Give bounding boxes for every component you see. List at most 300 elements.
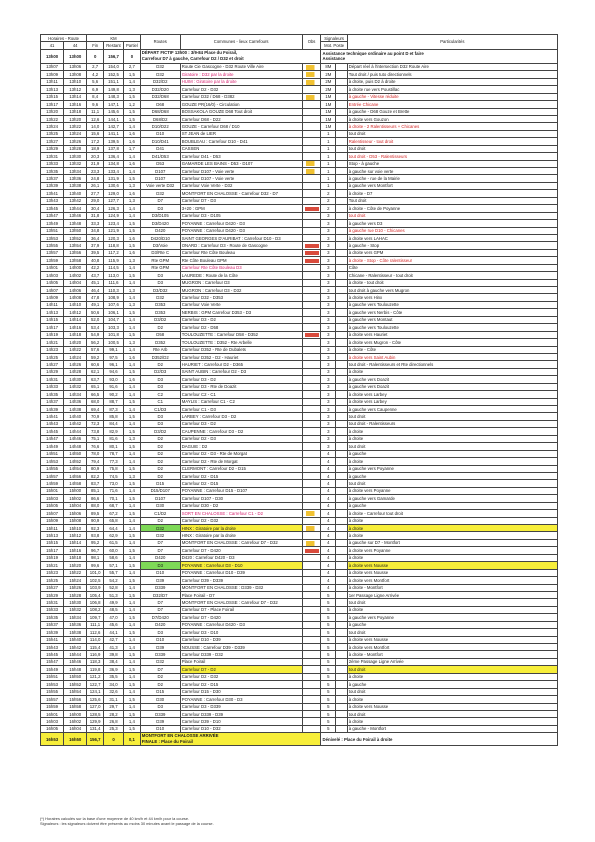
cell-km-partiel: 1,4 bbox=[123, 673, 140, 680]
cell-commune: POYANNE : Carrefour D420 - D3 bbox=[180, 220, 302, 227]
cell-particularite: à gauche bbox=[347, 681, 557, 688]
cell-route: D68/D68 bbox=[140, 108, 180, 115]
cell-route: D30 bbox=[140, 696, 180, 703]
cell-poste bbox=[336, 710, 348, 717]
route-row bbox=[41, 368, 558, 375]
cell-km-partiel: 1,6 bbox=[123, 190, 140, 197]
cell-time-41: 14h45 bbox=[41, 428, 64, 435]
cell-signaleur: 3 bbox=[321, 406, 336, 413]
cell-time-41: 14h15 bbox=[41, 316, 64, 323]
cell-commune: Carrefour D41 - D53 bbox=[180, 153, 302, 160]
cell-signaleur: 4 bbox=[321, 569, 336, 576]
route-row bbox=[41, 383, 558, 390]
cell-km-fin: 39,5 bbox=[87, 249, 104, 256]
cell-time-44: 14h24 bbox=[64, 353, 87, 360]
cell-signaleur: 4 bbox=[321, 450, 336, 457]
route-row bbox=[41, 472, 558, 479]
route-row bbox=[41, 331, 558, 338]
route-row bbox=[41, 93, 558, 100]
cell-time-41: 14h11 bbox=[41, 301, 64, 308]
cell-km-restant: 42,7 bbox=[104, 636, 124, 643]
cell-time-41: 13h07 bbox=[41, 63, 64, 70]
cell-commune: BOSSAKOLA GOUZE D68 Tout droit bbox=[180, 108, 302, 115]
cell-km-restant: 36,9 bbox=[104, 666, 124, 673]
cell-km-fin: 68,0 bbox=[87, 398, 104, 405]
cell-signaleur: 3 bbox=[321, 391, 336, 398]
cell-observation bbox=[302, 138, 321, 145]
cell-poste bbox=[336, 138, 348, 145]
cell-commune: Place Foirail - D7 bbox=[180, 591, 302, 598]
cell-poste bbox=[336, 673, 348, 680]
cell-commune: Carrefour D3 - D2 bbox=[180, 316, 302, 323]
cell-km-partiel: 1,5 bbox=[123, 331, 140, 338]
cell-signaleur: 2M bbox=[321, 86, 336, 93]
cell-signaleur: 2 bbox=[321, 197, 336, 204]
cell-km-partiel: 1,4 bbox=[123, 703, 140, 710]
cell-signaleur: 3 bbox=[321, 287, 336, 294]
cell-time-41: 15h59 bbox=[41, 703, 64, 710]
route-row bbox=[41, 168, 558, 175]
cell-time-41: 13h11 bbox=[41, 78, 64, 85]
cell-route: D68/D2 bbox=[140, 115, 180, 122]
cell-poste bbox=[336, 510, 348, 517]
cell-time-44: 15h50 bbox=[64, 673, 87, 680]
cell-time-44: 13h30 bbox=[64, 153, 87, 160]
cell-km-fin: 111,1 bbox=[87, 621, 104, 628]
cell-km-partiel: 1,4 bbox=[123, 458, 140, 465]
route-row bbox=[41, 525, 558, 532]
cell-poste bbox=[336, 450, 348, 457]
cell-time-41: 14h05 bbox=[41, 279, 64, 286]
cell-time-44: 13h22 bbox=[64, 123, 87, 130]
cell-km-partiel: 1,6 bbox=[123, 376, 140, 383]
cell-km-fin: 102,5 bbox=[87, 577, 104, 584]
cell-signaleur: 3 bbox=[321, 309, 336, 316]
cell-km-partiel: 1,5 bbox=[123, 93, 140, 100]
cell-observation bbox=[302, 78, 321, 85]
cell-km-fin: 29,0 bbox=[87, 197, 104, 204]
cell-km-restant: 81,6 bbox=[104, 435, 124, 442]
cell-observation bbox=[302, 264, 321, 271]
red-marker-icon bbox=[305, 549, 319, 553]
cell-signaleur: 5 bbox=[321, 606, 336, 613]
cell-km-partiel: 1,4 bbox=[123, 153, 140, 160]
cell-commune: Place Foirail bbox=[180, 658, 302, 665]
cell-km-partiel: 1,2 bbox=[123, 101, 140, 108]
cell-commune: Carrefour D3 - D339 bbox=[180, 703, 302, 710]
route-row bbox=[41, 458, 558, 465]
cell-poste bbox=[336, 123, 348, 130]
cell-time-44: 14h44 bbox=[64, 428, 87, 435]
cell-commune: Carrefour D2 - D3 bbox=[180, 435, 302, 442]
cell-signaleur: 1 bbox=[321, 175, 336, 182]
cell-observation bbox=[302, 510, 321, 517]
cell-observation bbox=[302, 480, 321, 487]
cell-signaleur: 5 bbox=[321, 599, 336, 606]
cell-km-fin: 106,8 bbox=[87, 599, 104, 606]
cell-route: D353 bbox=[140, 309, 180, 316]
cell-commune: Rte Côte Bouleau GPM bbox=[180, 257, 302, 264]
cell-time-41: 15h43 bbox=[41, 644, 64, 651]
cell-km-restant: 99,1 bbox=[104, 346, 124, 353]
cell-time-41: 13h35 bbox=[41, 168, 64, 175]
cell-observation bbox=[302, 227, 321, 234]
cell-signaleur: 3 bbox=[321, 383, 336, 390]
cell-km-restant: 29,7 bbox=[104, 703, 124, 710]
cell-commune: D420 : Carrefour D420 - D3 bbox=[180, 554, 302, 561]
cell-route: D15/D107 bbox=[140, 487, 180, 494]
cell-signaleur: 3 bbox=[321, 428, 336, 435]
cell-particularite: à gauche bbox=[347, 450, 557, 457]
cell-particularite: à droite bbox=[347, 606, 557, 613]
cell-observation bbox=[302, 718, 321, 725]
cell-signaleur: 3 bbox=[321, 301, 336, 308]
cell-particularite: tout droit - D53 - Ralentisseurs bbox=[347, 153, 557, 160]
cell-observation bbox=[302, 458, 321, 465]
cell-signaleur: 3 bbox=[321, 398, 336, 405]
cell-km-fin: 101,0 bbox=[87, 569, 104, 576]
cell-km-fin: 65,1 bbox=[87, 383, 104, 390]
cell-poste bbox=[336, 182, 348, 189]
cell-km-restant: 71,6 bbox=[104, 487, 124, 494]
cell-km-restant: 147,1 bbox=[104, 101, 124, 108]
cell-poste bbox=[336, 234, 348, 241]
cell-commune: Carrefour Voie Verte - D32 bbox=[180, 182, 302, 189]
cell-commune: MUGRON : Carrefour D3 - D32 bbox=[180, 287, 302, 294]
cell-poste bbox=[336, 606, 348, 613]
cell-time-41: 14h51 bbox=[41, 450, 64, 457]
start-time-44: 13h00 bbox=[64, 49, 87, 63]
cell-route: D15 bbox=[140, 480, 180, 487]
cell-observation bbox=[302, 539, 321, 546]
cell-route: D2 bbox=[140, 443, 180, 450]
cell-route: D39 bbox=[140, 577, 180, 584]
cell-route: D10/D41 bbox=[140, 138, 180, 145]
cell-km-fin: 15,6 bbox=[87, 130, 104, 137]
cell-particularite: à gauche vers Nerbis - Côte bbox=[347, 309, 557, 316]
cell-poste bbox=[336, 591, 348, 598]
cell-km-partiel: 1,4 bbox=[123, 383, 140, 390]
cell-time-41: 15h49 bbox=[41, 666, 64, 673]
cell-time-44: 14h26 bbox=[64, 361, 87, 368]
cell-poste bbox=[336, 428, 348, 435]
cell-km-partiel: 1,4 bbox=[123, 391, 140, 398]
cell-observation bbox=[302, 696, 321, 703]
cell-km-fin: 43,7 bbox=[87, 272, 104, 279]
cell-route: D32 bbox=[140, 63, 180, 70]
cell-observation bbox=[302, 279, 321, 286]
cell-route: D420 bbox=[140, 621, 180, 628]
cell-signaleur: 3 bbox=[321, 361, 336, 368]
cell-km-partiel: 1,6 bbox=[123, 138, 140, 145]
cell-time-41: 13h15 bbox=[41, 93, 64, 100]
cell-km-partiel: 1,4 bbox=[123, 487, 140, 494]
cell-km-fin: 95,2 bbox=[87, 539, 104, 546]
route-row bbox=[41, 205, 558, 212]
cell-time-41: 14h01 bbox=[41, 264, 64, 271]
cell-time-41: 15h33 bbox=[41, 606, 64, 613]
cell-route: D2 bbox=[140, 517, 180, 524]
cell-commune: Carrefour D15 - D30 bbox=[180, 688, 302, 695]
cell-km-restant: 28,2 bbox=[104, 710, 124, 717]
cell-time-44: 14h40 bbox=[64, 413, 87, 420]
finish-title-line2: FINALE : Place du Foirail bbox=[141, 739, 193, 745]
cell-observation bbox=[302, 197, 321, 204]
route-row bbox=[41, 480, 558, 487]
cell-km-fin: 27,7 bbox=[87, 190, 104, 197]
cell-commune: Carrefour D2 - D58 bbox=[180, 324, 302, 331]
cell-km-restant: 88,7 bbox=[104, 398, 124, 405]
cell-km-restant: 87,3 bbox=[104, 406, 124, 413]
cell-signaleur: 3 bbox=[321, 339, 336, 346]
cell-commune: Carrefour D3 - D2 bbox=[180, 420, 302, 427]
cell-poste bbox=[336, 435, 348, 442]
cell-observation bbox=[302, 569, 321, 576]
cell-particularite: à droite vers Nousse bbox=[347, 703, 557, 710]
cell-observation bbox=[302, 554, 321, 561]
cell-km-partiel: 1,6 bbox=[123, 130, 140, 137]
cell-poste bbox=[336, 629, 348, 636]
cell-observation bbox=[302, 666, 321, 673]
cell-signaleur: 3 bbox=[321, 331, 336, 338]
cell-particularite: à droite - 2 Ralentisseurs + Chicanes bbox=[347, 123, 557, 130]
cell-observation bbox=[302, 272, 321, 279]
cell-route: D3 bbox=[140, 272, 180, 279]
cell-observation bbox=[302, 658, 321, 665]
cell-signaleur: 4 bbox=[321, 502, 336, 509]
cell-poste bbox=[336, 644, 348, 651]
cell-km-fin: 118,3 bbox=[87, 658, 104, 665]
cell-signaleur: 5 bbox=[321, 629, 336, 636]
cell-time-41: 14h55 bbox=[41, 465, 64, 472]
cell-route: D3/D32 bbox=[140, 287, 180, 294]
cell-km-partiel: 1,6 bbox=[123, 234, 140, 241]
cell-km-partiel: 1,5 bbox=[123, 443, 140, 450]
cell-route: D2 bbox=[140, 681, 180, 688]
cell-km-restant: 35,5 bbox=[104, 673, 124, 680]
cell-km-partiel: 1,5 bbox=[123, 591, 140, 598]
cell-km-fin: 112,6 bbox=[87, 629, 104, 636]
cell-km-restant: 133,4 bbox=[104, 168, 124, 175]
cell-km-fin: 80,9 bbox=[87, 465, 104, 472]
cell-km-partiel: 1,5 bbox=[123, 725, 140, 732]
route-row bbox=[41, 636, 558, 643]
cell-km-partiel: 1,4 bbox=[123, 294, 140, 301]
cell-commune: POYANNE : Carrefour D3 - D10 bbox=[180, 562, 302, 569]
cell-km-restant: 73,0 bbox=[104, 480, 124, 487]
cell-poste bbox=[336, 93, 348, 100]
cell-km-partiel: 1,5 bbox=[123, 577, 140, 584]
route-row bbox=[41, 681, 558, 688]
cell-km-restant: 107,6 bbox=[104, 301, 124, 308]
cell-poste bbox=[336, 205, 348, 212]
cell-km-partiel: 1,5 bbox=[123, 71, 140, 78]
header-km-partiel: Partiel bbox=[123, 42, 140, 49]
red-marker-icon bbox=[305, 244, 319, 248]
cell-km-partiel: 1,4 bbox=[123, 658, 140, 665]
cell-observation bbox=[302, 398, 321, 405]
cell-time-44: 15h04 bbox=[64, 502, 87, 509]
flag-icon bbox=[306, 95, 318, 100]
cell-commune: Carrefour D7 - D420 bbox=[180, 614, 302, 621]
cell-poste bbox=[336, 391, 348, 398]
route-row bbox=[41, 279, 558, 286]
cell-signaleur: 4 bbox=[321, 458, 336, 465]
cell-time-44: 15h54 bbox=[64, 688, 87, 695]
flag-icon bbox=[306, 169, 318, 174]
cell-commune: 3+20 : GPM bbox=[180, 205, 302, 212]
cell-time-44: 15h02 bbox=[64, 495, 87, 502]
cell-km-partiel: 1,4 bbox=[123, 539, 140, 546]
cell-signaleur: 3 bbox=[321, 264, 336, 271]
cell-signaleur: 1 bbox=[321, 138, 336, 145]
cell-observation bbox=[302, 525, 321, 532]
cell-km-partiel: 1,4 bbox=[123, 346, 140, 353]
cell-route: D53 bbox=[140, 160, 180, 167]
cell-km-fin: 36,4 bbox=[87, 234, 104, 241]
cell-particularite: à gauche - Stop bbox=[347, 242, 557, 249]
cell-time-44: 14h36 bbox=[64, 398, 87, 405]
cell-km-restant: 34,0 bbox=[104, 681, 124, 688]
cell-km-restant: 67,2 bbox=[104, 510, 124, 517]
cell-time-41: 15h39 bbox=[41, 629, 64, 636]
route-row bbox=[41, 502, 558, 509]
cell-signaleur: 1M bbox=[321, 93, 336, 100]
cell-km-restant: 134,8 bbox=[104, 160, 124, 167]
cell-km-restant: 49,9 bbox=[104, 599, 124, 606]
cell-signaleur: 4 bbox=[321, 465, 336, 472]
cell-particularite: à gauche - Montfort bbox=[347, 725, 557, 732]
cell-km-fin: 20,3 bbox=[87, 153, 104, 160]
cell-commune: Carrefour D2 - D15 bbox=[180, 472, 302, 479]
route-row bbox=[41, 703, 558, 710]
cell-time-44: 16h02 bbox=[64, 718, 87, 725]
cell-km-partiel: 1,4 bbox=[123, 264, 140, 271]
cell-commune: GOUZE PR(16/0) - Circulation bbox=[180, 101, 302, 108]
cell-route: D32 bbox=[140, 525, 180, 532]
cell-poste bbox=[336, 465, 348, 472]
cell-km-restant: 61,5 bbox=[104, 539, 124, 546]
cell-km-partiel: 1,5 bbox=[123, 272, 140, 279]
cell-poste bbox=[336, 197, 348, 204]
cell-route: D3/Rte C bbox=[140, 249, 180, 256]
cell-km-fin: 115,4 bbox=[87, 644, 104, 651]
cell-observation bbox=[302, 190, 321, 197]
cell-km-partiel: 1,4 bbox=[123, 168, 140, 175]
cell-commune: Carrefour D2 - Rte de Morgat bbox=[180, 458, 302, 465]
header-speed-41: 41 bbox=[41, 42, 64, 49]
cell-km-partiel: 1,6 bbox=[123, 353, 140, 360]
route-row bbox=[41, 145, 558, 152]
cell-time-44: 15h36 bbox=[64, 621, 87, 628]
cell-particularite: à droite, puis D2 à droite bbox=[347, 78, 557, 85]
cell-km-fin: 59,2 bbox=[87, 353, 104, 360]
start-title bbox=[140, 49, 321, 63]
cell-signaleur: 1M bbox=[321, 115, 336, 122]
cell-commune: Carrefour D32 - D353 bbox=[180, 294, 302, 301]
cell-time-41: 13h57 bbox=[41, 249, 64, 256]
cell-km-partiel: 1,5 bbox=[123, 108, 140, 115]
cell-signaleur: 4 bbox=[321, 510, 336, 517]
cell-poste bbox=[336, 658, 348, 665]
cell-time-41: 15h05 bbox=[41, 502, 64, 509]
cell-particularite: Chicane - Ralentisseur - tout droit bbox=[347, 272, 557, 279]
cell-km-partiel: 1,5 bbox=[123, 220, 140, 227]
cell-observation bbox=[302, 212, 321, 219]
cell-route: D30 bbox=[140, 502, 180, 509]
cell-route: C2 bbox=[140, 391, 180, 398]
cell-time-41: 14h37 bbox=[41, 398, 64, 405]
cell-route: Rte GPM bbox=[140, 257, 180, 264]
cell-time-44: 14h54 bbox=[64, 465, 87, 472]
cell-km-fin: 70,9 bbox=[87, 413, 104, 420]
cell-poste bbox=[336, 539, 348, 546]
cell-km-partiel: 1,5 bbox=[123, 242, 140, 249]
cell-particularite: à gauche vers Toulouzette bbox=[347, 301, 557, 308]
cell-km-restant: 129,0 bbox=[104, 190, 124, 197]
cell-route: D3 bbox=[140, 629, 180, 636]
cell-km-partiel: 1,4 bbox=[123, 420, 140, 427]
flag-icon bbox=[306, 72, 318, 77]
cell-poste bbox=[336, 532, 348, 539]
cell-particularite: à droite vers Montfort bbox=[347, 644, 557, 651]
cell-time-44: 13h36 bbox=[64, 175, 87, 182]
header-routes: Routes bbox=[140, 35, 180, 50]
cell-time-44: 15h10 bbox=[64, 525, 87, 532]
cell-observation bbox=[302, 346, 321, 353]
cell-signaleur: 4 bbox=[321, 495, 336, 502]
route-row bbox=[41, 710, 558, 717]
cell-km-fin: 78,0 bbox=[87, 450, 104, 457]
route-row bbox=[41, 175, 558, 182]
cell-km-partiel: 1,4 bbox=[123, 316, 140, 323]
header-km-fin: Fin bbox=[87, 42, 104, 49]
cell-poste bbox=[336, 413, 348, 420]
cell-time-41: 14h31 bbox=[41, 376, 64, 383]
cell-signaleur: 4 bbox=[321, 472, 336, 479]
cell-signaleur: 1 bbox=[321, 130, 336, 137]
cell-km-fin: 34,8 bbox=[87, 227, 104, 234]
route-row bbox=[41, 339, 558, 346]
cell-particularite: à droite - Côte de Poyanne bbox=[347, 205, 557, 212]
cell-poste bbox=[336, 353, 348, 360]
cell-km-restant: 62,9 bbox=[104, 532, 124, 539]
cell-commune: TOULOUZETTE : Carrefour D58 - D352 bbox=[180, 331, 302, 338]
cell-observation bbox=[302, 234, 321, 241]
cell-signaleur: 3 bbox=[321, 257, 336, 264]
cell-poste bbox=[336, 584, 348, 591]
cell-time-44: 14h00 bbox=[64, 264, 87, 271]
cell-time-41: 14h25 bbox=[41, 353, 64, 360]
cell-time-41: 15h23 bbox=[41, 569, 64, 576]
cell-time-44: 14h56 bbox=[64, 472, 87, 479]
cell-km-fin: 8,4 bbox=[87, 93, 104, 100]
cell-poste bbox=[336, 227, 348, 234]
cell-commune: NERBIS : GPM Carrefour D353 - D3 bbox=[180, 309, 302, 316]
cell-time-44: 16h00 bbox=[64, 710, 87, 717]
cell-km-partiel: 1,4 bbox=[123, 636, 140, 643]
cell-particularite: tout droit - Ralentisseurs bbox=[347, 420, 557, 427]
cell-km-partiel: 1,4 bbox=[123, 525, 140, 532]
cell-km-fin: 119,8 bbox=[87, 666, 104, 673]
cell-poste bbox=[336, 547, 348, 554]
cell-commune: ST JEAN de LIER bbox=[180, 130, 302, 137]
cell-poste bbox=[336, 368, 348, 375]
cell-route: D32/D2 bbox=[140, 78, 180, 85]
cell-time-41: 15h29 bbox=[41, 591, 64, 598]
cell-commune: Carrefour D2 - D32 bbox=[180, 673, 302, 680]
cell-poste bbox=[336, 190, 348, 197]
